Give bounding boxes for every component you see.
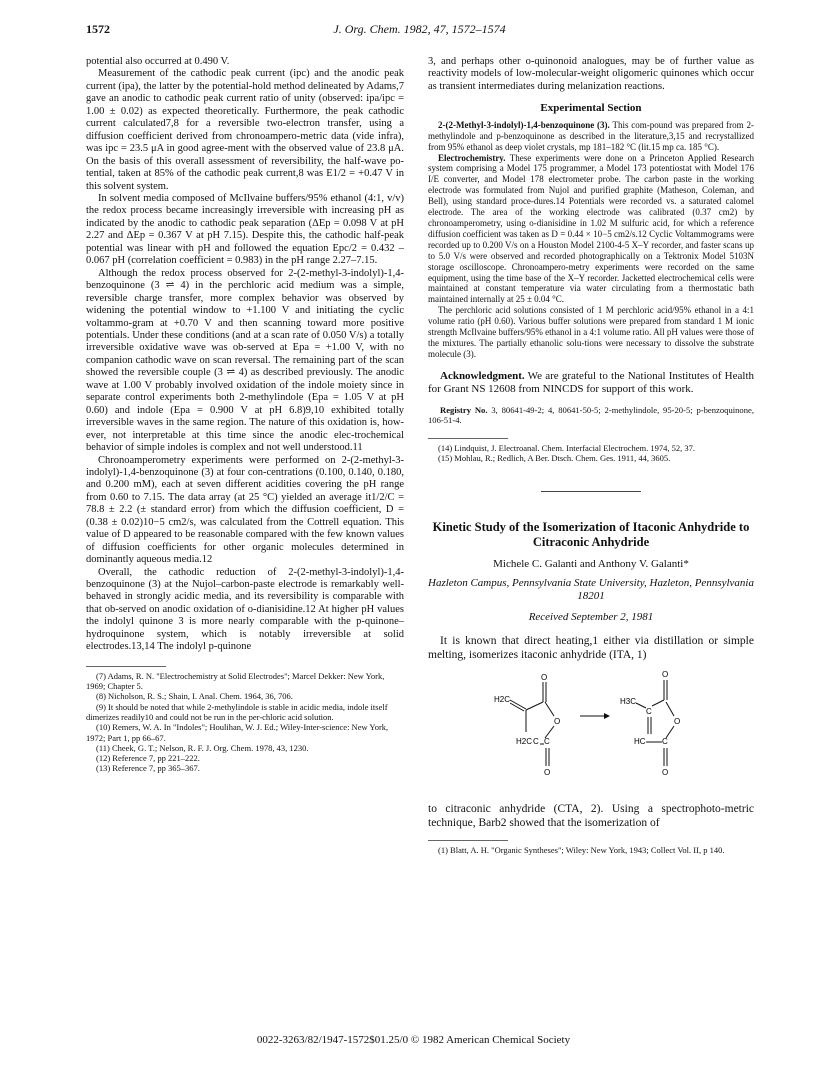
paragraph: Overall, the cathodic reduction of 2-(2-methyl-3-indolyl)-1,4-benzoquinone (3) at the Nujol–carbon-paste electrode is remarkably well-behaved in strongly acidic media, and its reversibility is comparable with that ob-served on anodic oxidation of o-dianisidine.12 At higher pH values the indolyl quinone 3 is more nearly comparable with the p-quinone–hydroquinone system, which is notably irreversible at solid electrodes.13,14 The indolyl p-quinone: [86, 566, 404, 653]
paragraph: 3, and perhaps other o-quinonoid analogues, may be of further value as reactivity models of low-molecular-weight oligomeric quinones which occur as transient intermediates during melanization reactions.: [428, 56, 754, 92]
footnotes: [428, 443, 754, 464]
bond: [545, 702, 554, 716]
paragraph: to citraconic anhydride (CTA, 2). Using a spectrophoto-metric technique, Barb2 showed that the isomerization of: [428, 803, 754, 830]
right-column: [428, 56, 754, 856]
footnote: (14) Lindquist, J. Electroanal. Chem. Interfacial Electrochem. 1974, 52, 37.: [438, 442, 696, 453]
paragraph: Measurement of the cathodic peak current (ipc) and the anodic peak current (ipa), the latter by the potential-hold method delineated by Adams,7 gave an anodic to cathodic peak current ratio of unity (observed: ipa/ipc = 1.00 ± 0.02) as expected theoretically. Furthermore, the peak cathodic current calculated7,8 for a reversible two-electron transfer, using a diffusion coefficient derived from chronoampero-metric data (vide infra), was ipc = 23.5 μA in good agree-ment with the observed value of 23.8 μA. On the basis of this overall assessment of reversibility, the half-wave po-tential, taken at 85% of the cathodic peak current,8 was E1/2 = +0.47 V in this solvent system.: [86, 68, 404, 192]
atom-label: C: [544, 737, 550, 747]
footnote: (1) Blatt, A. H. "Organic Syntheses"; Wiley: New York, 1943; Collect Vol. II, p 140.: [438, 845, 725, 856]
paragraph: It is known that direct heating,1 either via distillation or simple melting, isomerizes itaconic anhydride (ITA, 1): [428, 635, 754, 662]
acknowledgment-heading: Acknowledgment.: [440, 369, 525, 382]
reaction-scheme: [428, 664, 754, 784]
footnote: (11) Cheek, G. T.; Nelson, R. F. J. Org. Chem. 1978, 43, 1230.: [96, 742, 309, 753]
article-authors: Michele C. Galanti and Anthony V. Galanti*: [493, 558, 689, 571]
atom-label: H2C: [516, 737, 533, 747]
paragraph: These experiments were done on a Princeton Applied Research system comprising a Model 175 programmer, a Model 173 potentiostat with Model 176 I/E converter, and Model 178 electrometer probe. The carbon paste in the working electrode was formulated from Nujol and purified graphite (Matheson, Coleman, and Bell), using standard proce-dures.14 Potentials were recorded vs. a saturated calomel electrode. The area of the working electrode was calibrated (0.37 cm2) by chronoamperometry, using o-dianisidine in 1.02 M sulfuric acid, for which a reference diffusion coefficient was taken as D = 0.44 × 10−5 cm2/s.12 Cyclic Voltammograms were recorded up to 0.200 V/s on a Houston Model 2100-4-5 X–Y recorder, and faster scans up to 5.0 V/s were observed and recorded photographically on a Tektronix Model 5103N storage oscilloscope. Chronoampero-metry experiments were recorded on the same equipment, using the time base of the X–Y recorder. Jacketted electrochemical cells were maintained at constant temperature via water circulating from a thermostatic bath maintained internally at 25 ± 0.04 °C.: [428, 152, 755, 305]
atom-label: HC: [634, 737, 646, 747]
subsection-heading: Electrochemistry.: [438, 152, 506, 163]
atom-label: C: [662, 737, 668, 747]
article-body-cont: [428, 802, 754, 830]
bond: [526, 702, 543, 710]
registry-numbers: [428, 405, 754, 426]
atom-label: C: [646, 707, 652, 717]
bond: [652, 700, 664, 706]
footnote-rule: [86, 666, 166, 667]
footnotes: [86, 671, 404, 774]
copyright-footer: 0022-3263/82/1947-1572$01.25/0 © 1982 American Chemical Society: [256, 1034, 571, 1046]
bond: [636, 703, 646, 708]
atom-label: H2C: [494, 695, 511, 705]
paragraph: This com-pound was prepared from 2-methylindole and p-benzoquinone as described in the literature,3,15 and recrystallized from 95% ethanol as deep violet crystals, mp 181–182 °C (lit.15 mp ca. 185 °C).: [428, 119, 754, 152]
footnote: (8) Nicholson, R. S.; Shain, I. Anal. Chem. 1964, 36, 706.: [96, 691, 293, 702]
footnote: (7) Adams, R. N. "Electrochemistry at Solid Electrodes"; Marcel Dekker: New York, 1969; Chapter 5.: [86, 670, 385, 692]
page-number: 1572: [86, 22, 110, 36]
footnotes: [428, 845, 754, 855]
atom-label: O: [662, 768, 669, 778]
registry-text: 3, 80641-49-2; 4, 80641-50-5; 2-methylindole, 95-20-5; p-benzoquinone, 106-51-4.: [428, 404, 754, 426]
paragraph: In solvent media composed of McIlvaine buffers/95% ethanol (4:1, v/v) the redox process became increasingly irreversible with increasing pH as indicated by the anodic to cathodic peak separation (ΔEp = 0.098 V at pH 2.27 and ΔEp = 0.367 V at pH 7.15). Despite this, the cathodic half-peak potential was linear with pH and followed the equation Epc/2 = 0.432 – 0.067 pH (correlation coefficient = 0.983) in the pH range 2.27–7.15.: [86, 192, 404, 267]
arrow-head: [604, 713, 610, 719]
footnote: (9) It should be noted that while 2-methylindole is stable in acidic media, indole itself dimerizes readily10 and could not be run in the per-chloric acid solution.: [86, 701, 388, 722]
bond: [666, 702, 674, 716]
article-body: [428, 634, 754, 662]
atom-label: O: [541, 673, 548, 683]
footnote: (10) Remers, W. A. In "Indoles"; Houlihan, W. J. Ed.; Wiley-Inter-science: New York, 1972; Part 1, pp 66–67.: [86, 722, 389, 743]
atom-label: O: [662, 670, 669, 680]
subsection-heading: 2-(2-Methyl-3-indolyl)-1,4-benzoquinone (3).: [438, 119, 610, 130]
paragraph: Although the redox process observed for 2-(2-methyl-3-indolyl)-1,4-benzoquinone (3 ⇌ 4) in the perchloric acid medium was a simple, reversible charge transfer, more complex behavior was observed by widening the potential window to +1.100 V and initiating the cyclic voltammo-gram at +0.70 V and then scanning toward more positive potentials. Under these conditions (and at a scan rate of 0.050 V/s) a totally irreversible oxidative wave was ob-served at Epa = +1.00 V, with no companion cathodic wave on scan reversal. The remaining part of the scan showed the reversible couple (3 ⇌ 4) as described previously. The anodic wave at 1.00 V probably involved oxidation of the indole moiety since in separate control experiments both 2-methylindole (Epa = 1.05 V at pH 0.60) and indole (Epa = 0.900 V at pH 6.8)9,10 exhibited totally irreversible waves in the same region. The nature of this oxidation is, how-ever, not interpretable at this time since the anodic elec-trochemical behavior of simple indoles is complex and not well understood.11: [86, 267, 404, 454]
footnote-rule: [428, 840, 508, 841]
paragraph: potential also occurred at 0.490 V.: [86, 56, 230, 67]
atom-label: H3C: [620, 697, 637, 707]
footnote: (13) Reference 7, pp 365–367.: [96, 763, 200, 774]
footnote-rule: [428, 438, 508, 439]
article-affiliation: Hazleton Campus, Pennsylvania State University, Hazleton, Pennsylvania 18201: [428, 576, 754, 602]
article-title: Kinetic Study of the Isomerization of Itaconic Anhydride to Citraconic Anhydride: [432, 520, 750, 550]
footnote: (15) Mohlau, R.; Redlich, A Ber. Dtsch. Chem. Ges. 1911, 44, 3605.: [438, 453, 671, 464]
section-heading: Experimental Section: [540, 102, 642, 115]
journal-citation: J. Org. Chem. 1982, 47, 1572–1574: [333, 22, 506, 36]
running-header: [86, 22, 753, 38]
acknowledgment-text: We are grateful to the National Institutes of Health for Grant NS 12608 from NINCDS for support of this work.: [428, 369, 754, 395]
experimental-text: [428, 120, 754, 360]
atom-label: O: [554, 717, 561, 727]
isomerization-diagram: [428, 664, 754, 784]
paragraph: Chronoamperometry experiments were performed on 2-(2-methyl-3-indolyl)-1,4-benzoquinone (3) at four con-centrations (0.100, 0.140, 0.180, and 0.200 mM), each at seven different acidities covering the pH range from 0.60 to 7.15. The data array (at 25 °C) yielded an average it1/2/C = 78.8 ± 2.2 (± standard error) from which the diffusion coefficient, D = (0.38 ± 0.02)10−5 cm2/s, was calculated from the Cottrell equation. This value of D appeared to be reasonable compared with the few known values of diffusion coefficients for other organic molecules determined in dominantly aqueous media.12: [86, 454, 404, 566]
footnote: (12) Reference 7, pp 221–222.: [96, 753, 200, 764]
received-date: Received September 2, 1981: [528, 610, 654, 623]
registry-heading: Registry No.: [440, 404, 488, 415]
article-divider: [541, 491, 641, 492]
paragraph: The perchloric acid solutions consisted of 1 M perchloric acid/95% ethanol in a 4:1 volume ratio (pH 0.60). Various buffer solutions were prepared from standard 1 M ionic strength McIlvaine buffers/95% ethanol in a 4:1 volume ratio. All pH values were those of the mixtures. The partially ethanolic solu-tions were necessary to dissolve the substrate molecule (3).: [428, 305, 754, 359]
left-column: [86, 56, 404, 774]
atom-label: O: [674, 717, 681, 727]
atom-label: C: [533, 737, 539, 747]
atom-label: O: [544, 768, 551, 778]
acknowledgment: [428, 370, 754, 396]
